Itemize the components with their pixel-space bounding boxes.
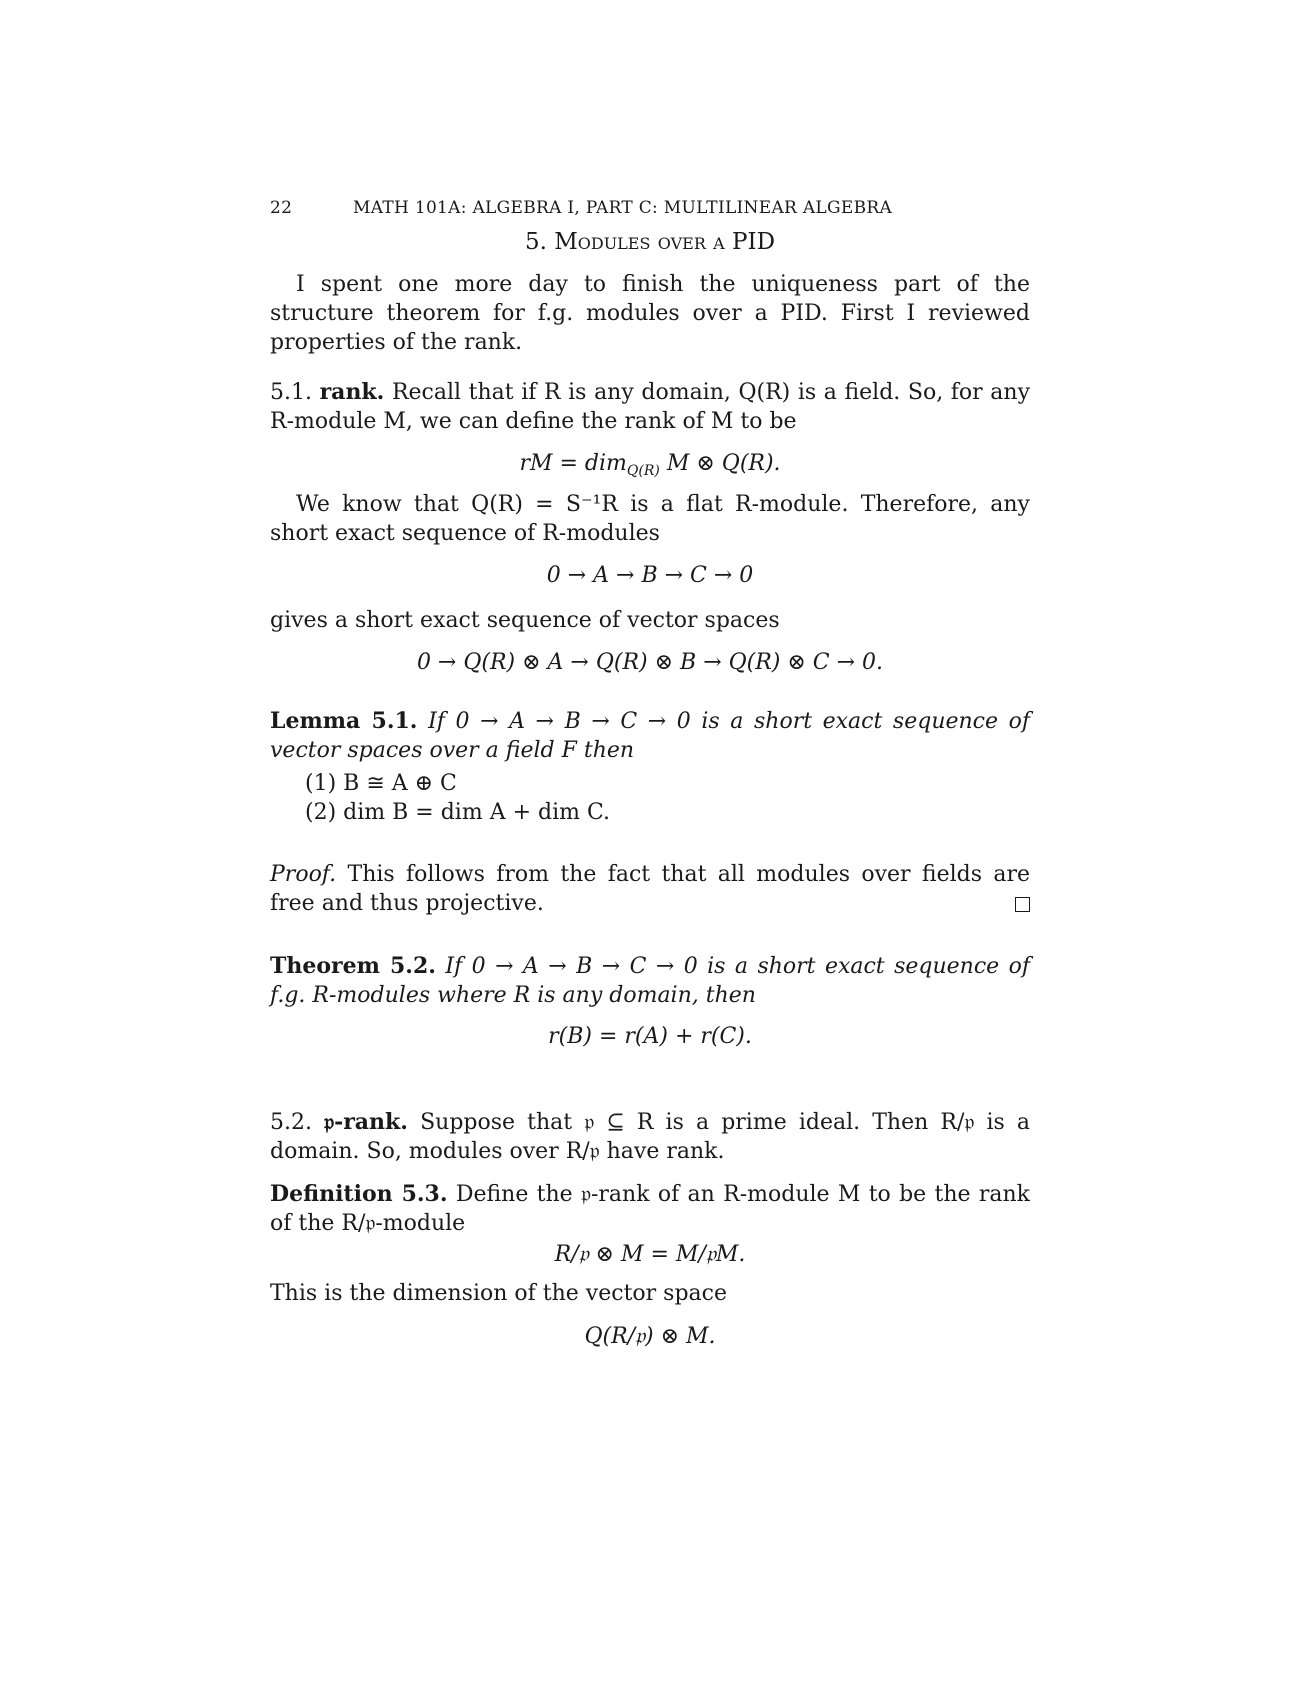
subsection-5-1 bbox=[270, 378, 1030, 436]
lemma-item-1: (1) B ≅ A ⊕ C bbox=[305, 771, 457, 796]
theorem-label: Theorem 5.2. bbox=[270, 953, 436, 979]
rank-equation: rM = dim$_{Q(R)}$ M ⊗ Q(R). bbox=[519, 451, 781, 479]
lemma-item-2: (2) dim B = dim A + dim C. bbox=[305, 800, 611, 825]
tensor-sequence: 0 → Q(R) ⊗ A → Q(R) ⊗ B → Q(R) ⊗ C → 0. bbox=[416, 650, 884, 675]
page-number: 22 bbox=[270, 198, 293, 218]
subsection-number: 5.1. bbox=[270, 380, 312, 405]
lemma-label: Lemma 5.1. bbox=[270, 708, 418, 734]
vector-space-sentence: gives a short exact sequence of vector spaces bbox=[270, 608, 780, 633]
subsection-number: 5.2. bbox=[270, 1110, 312, 1135]
definition-label: Definition 5.3. bbox=[270, 1181, 448, 1207]
lemma-text: If 0 → A → B → C → 0 is a short exact sequence of vector spaces over a field F then bbox=[270, 709, 1030, 763]
intro-paragraph: I spent one more day to finish the uniqueness part of the structure theorem for f.g. modules over a PID. First I reviewed properties of the rank. bbox=[270, 272, 1030, 355]
theorem-text: If 0 → A → B → C → 0 is a short exact sequence of f.g. R-modules where R is any domain, then bbox=[270, 954, 1030, 1008]
theorem-5-2 bbox=[270, 952, 1030, 1010]
definition-equation: R/𝔭 ⊗ M = M/𝔭M. bbox=[554, 1242, 746, 1267]
qed-icon bbox=[1015, 897, 1030, 912]
proof bbox=[270, 860, 1030, 918]
subsection-heading: 𝔭-rank. bbox=[324, 1109, 408, 1135]
definition-text: Define the 𝔭-rank of an R-module M to be the rank of the R/𝔭-module bbox=[270, 1182, 1030, 1236]
proof-text: This follows from the fact that all modules over fields are free and thus projective. bbox=[270, 862, 1031, 916]
lemma-5-1 bbox=[270, 707, 1030, 765]
subsection-text: Suppose that 𝔭 ⊆ R is a prime ideal. Then R/𝔭 is a domain. So, modules over R/𝔭 have rank. bbox=[270, 1110, 1030, 1164]
dimension-sentence: This is the dimension of the vector space bbox=[270, 1281, 728, 1306]
subsection-5-2 bbox=[270, 1108, 1030, 1166]
vector-space-equation: Q(R/𝔭) ⊗ M. bbox=[584, 1324, 716, 1349]
running-title: MATH 101A: ALGEBRA I, PART C: MULTILINEAR ALGEBRA bbox=[353, 198, 893, 218]
section-title: 5. Modules over a PID bbox=[524, 229, 776, 255]
theorem-equation: r(B) = r(A) + r(C). bbox=[548, 1024, 752, 1049]
subsection-text: Recall that if R is any domain, Q(R) is a field. So, for any R-module M, we can define the rank of M to be bbox=[270, 380, 1031, 434]
exact-sequence: 0 → A → B → C → 0 bbox=[546, 563, 754, 588]
flat-paragraph: We know that Q(R) = S⁻¹R is a flat R-module. Therefore, any short exact sequence of R-modules bbox=[270, 492, 1030, 546]
subsection-heading: rank. bbox=[319, 379, 385, 405]
proof-label: Proof. bbox=[270, 862, 337, 887]
definition-5-3 bbox=[270, 1180, 1030, 1238]
